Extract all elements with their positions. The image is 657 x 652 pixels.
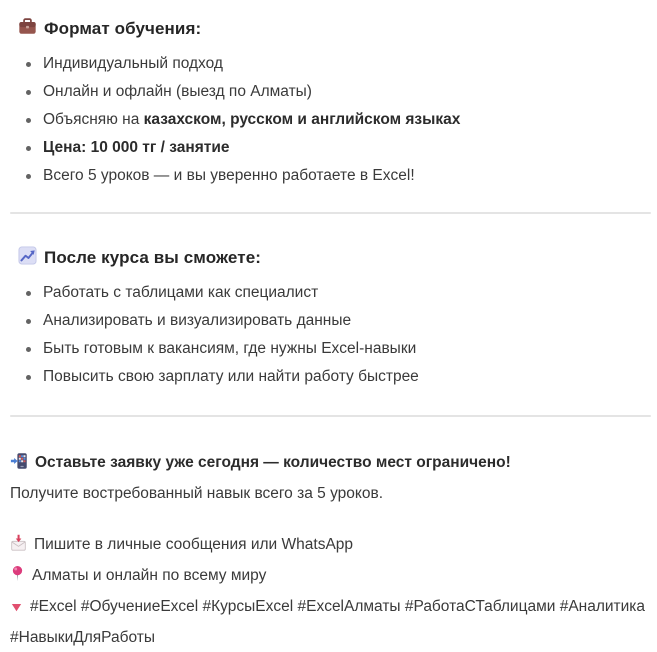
contact-block	[10, 531, 651, 652]
triangle-down-icon	[10, 596, 23, 624]
chart-increasing-icon	[18, 246, 37, 270]
hashtags-text: #Excel #ОбучениеExcel #КурсыExcel #ExcelАлматы #РаботаСТаблицами #Аналитика #НавыкиДляРаботы	[10, 598, 646, 646]
list-item: Цена: 10 000 тг / занятие	[10, 134, 651, 162]
cta-headline-row	[10, 449, 651, 480]
section-divider	[10, 415, 651, 417]
contact-line-row	[10, 531, 651, 562]
list-item: Повысить свою зарплату или найти работу быстрее	[10, 363, 651, 391]
after-course-heading: После курса вы сможете:	[44, 248, 262, 267]
location-line: Алматы и онлайн по всему миру	[32, 567, 267, 584]
mobile-phone-arrow-icon	[10, 452, 28, 480]
envelope-arrow-icon	[10, 534, 27, 562]
after-course-bullet-list	[10, 279, 651, 391]
list-item: Анализировать и визуализировать данные	[10, 307, 651, 335]
list-item: Онлайн и офлайн (выезд по Алматы)	[10, 78, 651, 106]
list-item: Объясняю на казахском, русском и английском языках	[10, 106, 651, 134]
cta-subline: Получите востребованный навык всего за 5 уроков.	[10, 485, 384, 502]
after-course-heading-row	[18, 247, 651, 269]
list-item: Всего 5 уроков — и вы уверенно работаете в Excel!	[10, 162, 651, 190]
list-item: Индивидуальный подход	[10, 50, 651, 78]
contact-line: Пишите в личные сообщения или WhatsApp	[34, 536, 354, 553]
format-bullet-list	[10, 50, 651, 190]
format-section	[10, 18, 651, 190]
list-item: Быть готовым к вакансиям, где нужны Excel-навыки	[10, 335, 651, 363]
format-heading-row	[18, 18, 651, 40]
round-pushpin-icon	[10, 565, 25, 593]
list-item: Работать с таблицами как специалист	[10, 279, 651, 307]
location-line-row	[10, 562, 651, 593]
briefcase-icon	[18, 17, 37, 41]
format-heading: Формат обучения:	[44, 19, 202, 38]
cta-headline: Оставьте заявку уже сегодня — количество мест ограничено!	[35, 454, 511, 471]
cta-section	[10, 449, 651, 652]
section-divider	[10, 212, 651, 214]
hashtags-row	[10, 593, 651, 652]
after-course-section	[10, 247, 651, 391]
